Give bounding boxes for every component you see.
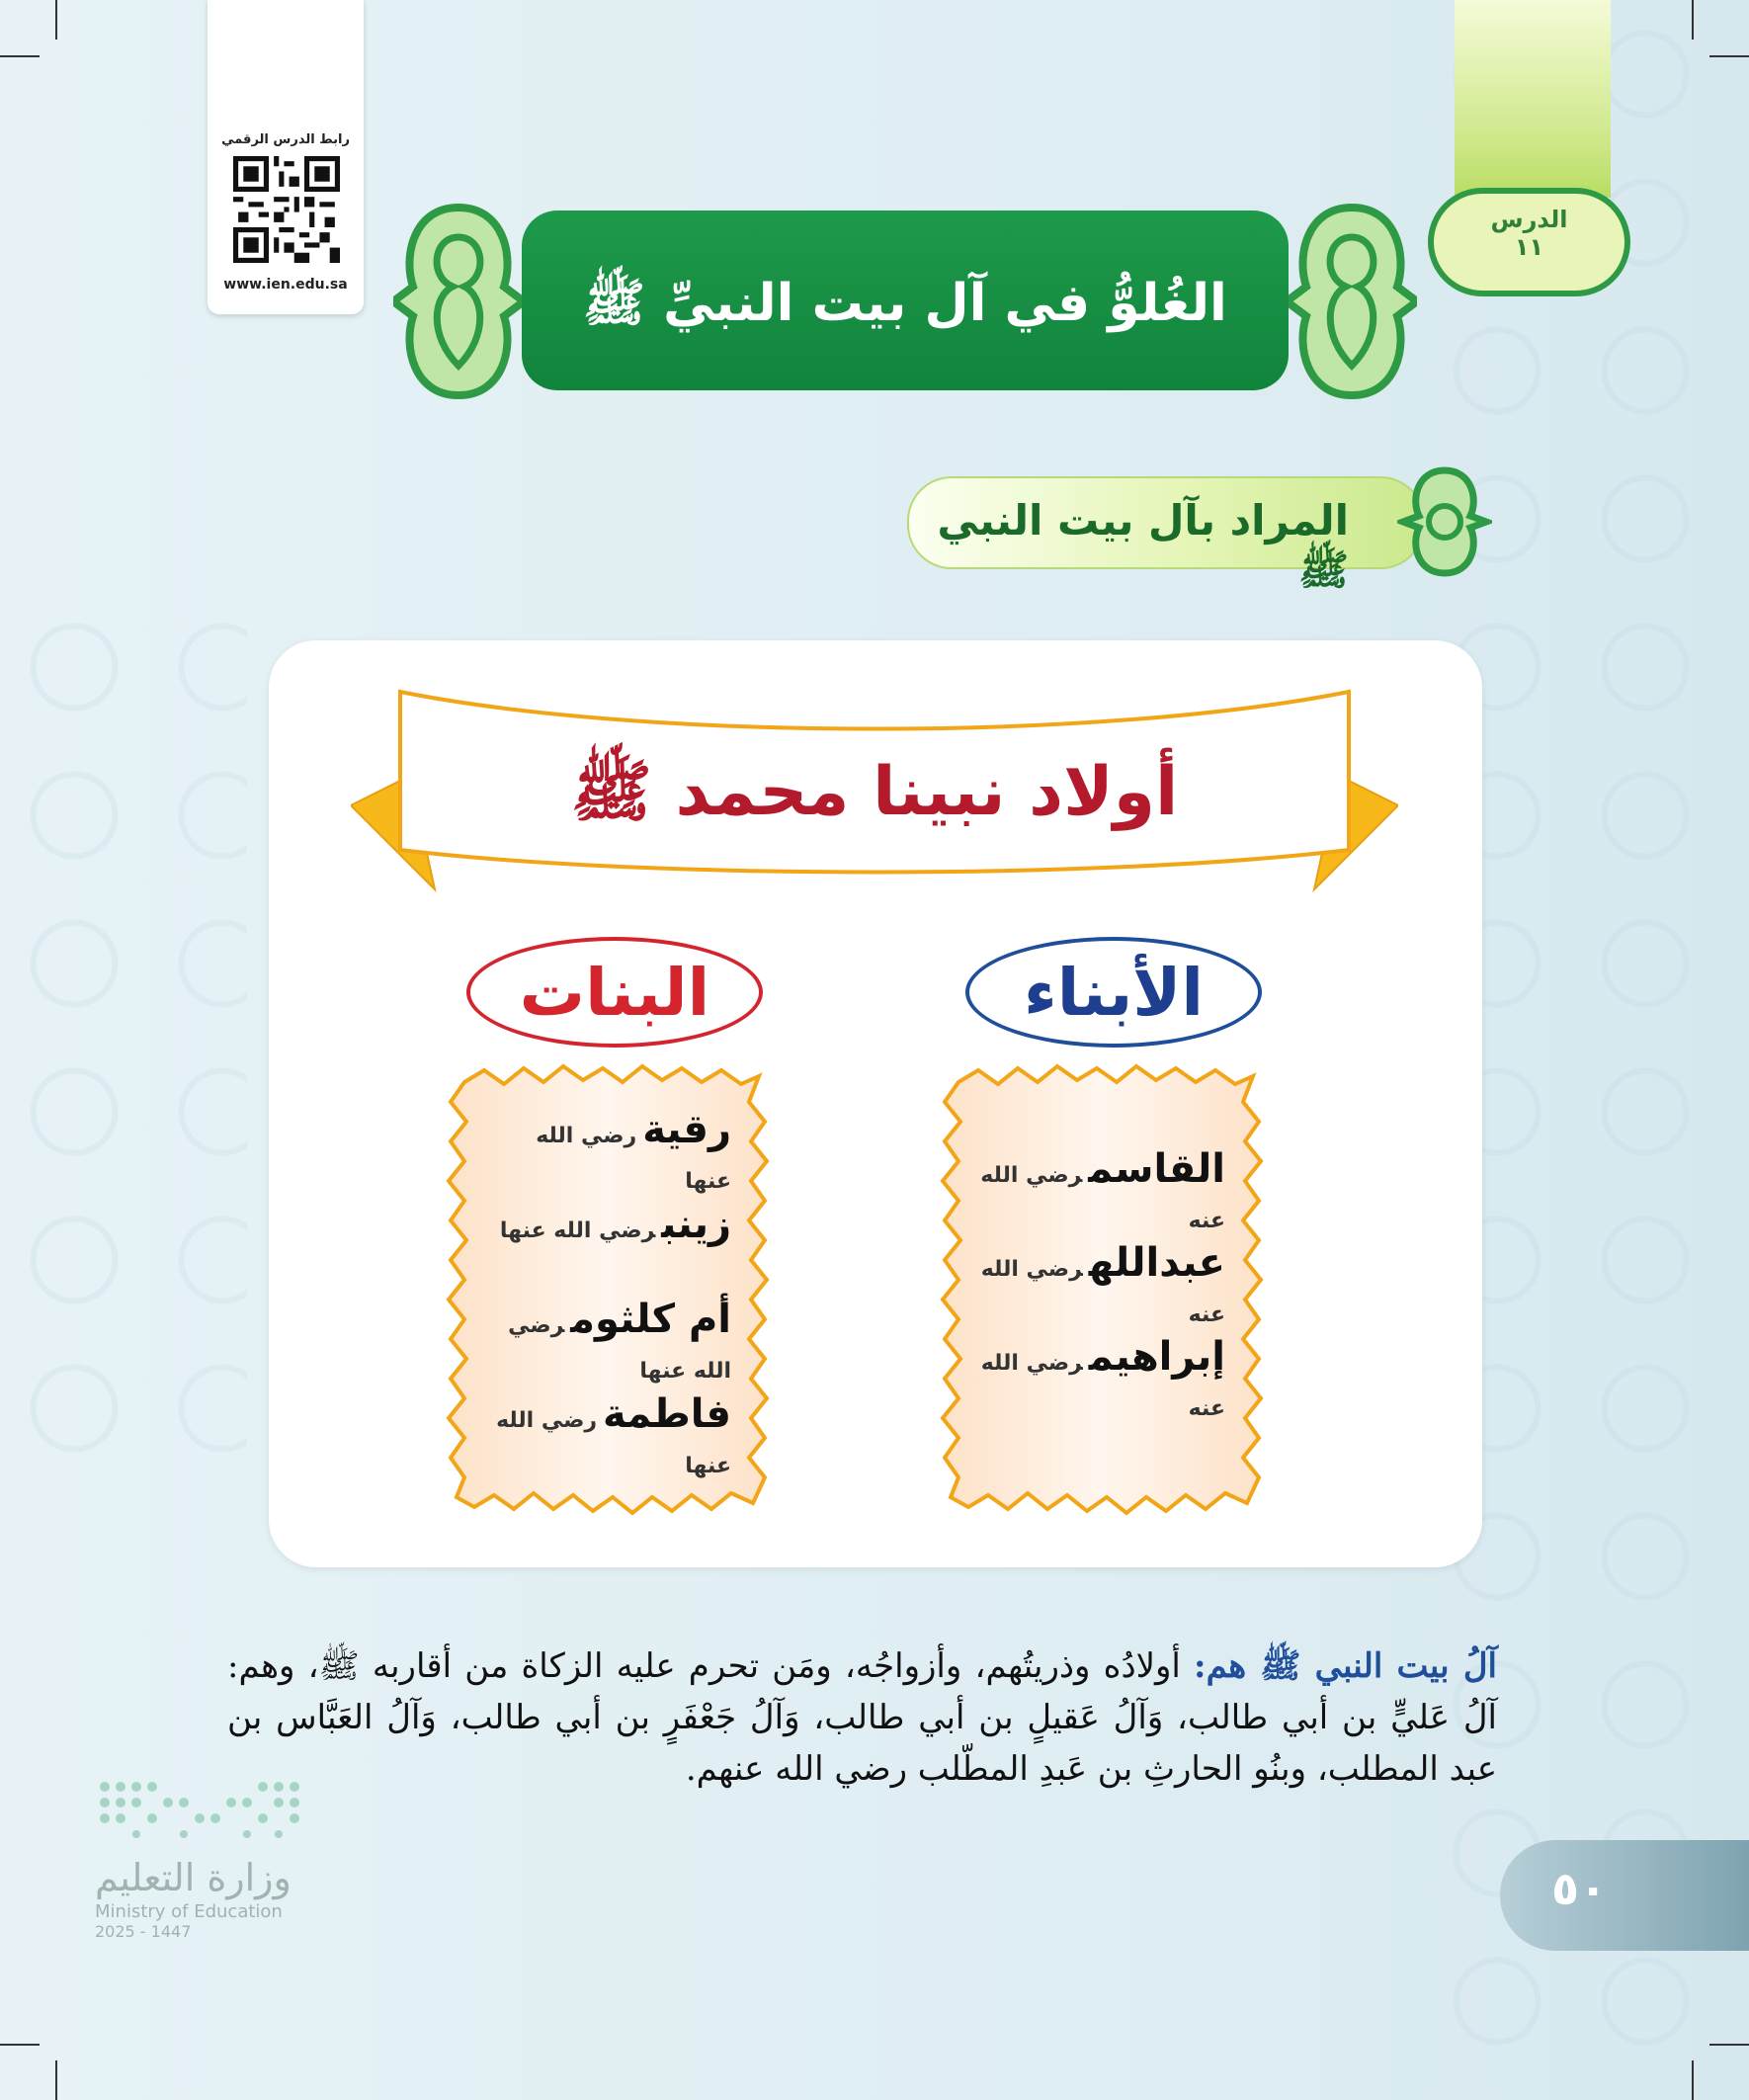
qr-code-icon[interactable]	[233, 156, 340, 263]
list-item: القاسمرضي الله عنه	[980, 1146, 1225, 1233]
honorific: رضي الله عنها	[536, 1124, 731, 1194]
list-item: فاطمةرضي الله عنها	[496, 1391, 731, 1478]
crop-mark	[55, 2060, 57, 2100]
section-ornament-icon	[1397, 464, 1492, 578]
crop-mark	[1709, 55, 1749, 57]
lesson-number: ١١	[1514, 233, 1544, 261]
lesson-badge	[1428, 188, 1630, 296]
crop-mark	[1692, 0, 1694, 40]
lesson-tab	[1455, 0, 1611, 198]
honorific: رضي الله عنه	[980, 1257, 1225, 1327]
ministry-dots-icon	[95, 1779, 312, 1838]
daughters-list	[484, 1107, 731, 1486]
honorific: رضي الله عنها	[508, 1313, 731, 1384]
honorific: رضي الله عنها	[499, 1218, 656, 1243]
qr-url[interactable]: www.ien.edu.sa	[223, 277, 348, 293]
crop-mark	[1709, 2044, 1749, 2046]
sons-list	[978, 1146, 1225, 1428]
sons-heading: الأبناء	[1023, 955, 1204, 1031]
list-item: أم كلثومرضي الله عنها	[508, 1297, 731, 1384]
page-number-tab	[1500, 1840, 1749, 1951]
honorific: رضي الله عنه	[980, 1163, 1225, 1233]
definition-paragraph	[227, 1640, 1497, 1795]
daughters-heading: البنات	[519, 955, 710, 1031]
ribbon-title: أولاد نبينا محمد ﷺ	[570, 753, 1179, 831]
list-item: زينبرضي الله عنها	[499, 1202, 731, 1247]
honorific: رضي الله عنه	[980, 1351, 1225, 1421]
list-item: إبراهيمرضي الله عنه	[980, 1334, 1225, 1421]
ministry-logo	[95, 1779, 332, 1941]
title-banner	[522, 210, 1289, 390]
page-title: الغُلوُّ في آل بيت النبيِّ ﷺ	[583, 274, 1227, 333]
honorific: رضي الله عنها	[496, 1408, 731, 1478]
section-heading: المراد بآل بيت النبي ﷺ	[937, 496, 1349, 594]
title-ornament-left-icon	[393, 198, 524, 405]
section-heading-pill	[907, 476, 1425, 594]
crop-mark	[55, 0, 57, 40]
daughters-heading-oval	[466, 937, 763, 1048]
decorative-pattern-left	[0, 593, 247, 1482]
list-item: رقيةرضي الله عنها	[536, 1107, 731, 1194]
definition-text: أولادُه وذريتُهم، وأزواجُه، ومَن تحرم عليه الزكاة من أقاربه ﷺ، وهم: آلُ عَليٍّ بن أبي طالب، وَآلُ عَقيلٍ بن أبي طالب، وَآلُ جَعْفَرٍ بن أبي طالب، وَآلُ العَبَّاس بن عبد المطلب، وبنُو الحارثِ بن عَبدِ المطّلب رضي الله عنهم.	[227, 1646, 1497, 1789]
qr-card[interactable]	[208, 0, 364, 314]
definition-lead: آلُ بيت النبي ﷺ هم:	[1194, 1646, 1497, 1686]
crop-mark	[0, 2044, 40, 2046]
title-ornament-right-icon	[1287, 198, 1417, 405]
crop-mark	[1692, 2060, 1694, 2100]
ministry-year: 2025 - 1447	[95, 1922, 192, 1941]
ministry-english: Ministry of Education	[95, 1901, 283, 1922]
lesson-label: الدرس	[1490, 206, 1568, 233]
sons-heading-oval	[965, 937, 1262, 1048]
ministry-arabic: وزارة التعليم	[95, 1856, 292, 1899]
qr-label: رابط الدرس الرقمي	[221, 132, 350, 147]
list-item: عبداللهرضي الله عنه	[980, 1240, 1225, 1327]
crop-mark	[0, 55, 40, 57]
page-number: ٥٠	[1551, 1862, 1608, 1915]
